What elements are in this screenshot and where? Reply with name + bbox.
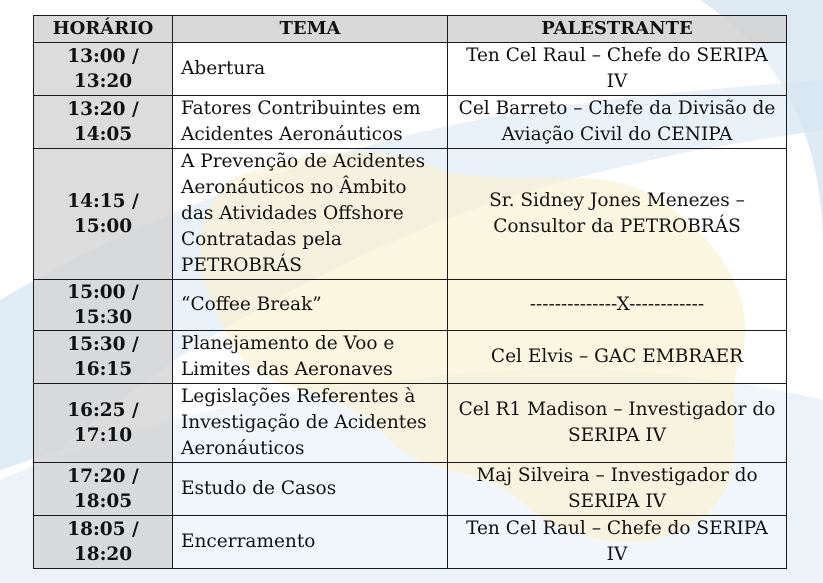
speaker-line: Consultor da PETROBRÁS [493, 216, 741, 237]
time-start: 16:25 / [67, 400, 139, 421]
topic-cell [173, 516, 448, 569]
speaker-line: Maj Silveira – Investigador do [476, 465, 758, 486]
table-row [34, 516, 787, 569]
time-start: 13:00 / [67, 46, 139, 67]
topic-cell [173, 149, 448, 280]
topic-cell [173, 280, 448, 331]
topic-line: Estudo de Casos [181, 478, 337, 499]
table-row [34, 463, 787, 516]
time-end: 16:15 [73, 359, 133, 380]
speaker-line: Sr. Sidney Jones Menezes – [489, 190, 745, 211]
table-row [34, 149, 787, 280]
speaker-cell [448, 280, 787, 331]
time-cell [34, 331, 173, 384]
topic-line: Investigação de Acidentes [181, 412, 427, 433]
topic-line: PETROBRÁS [181, 255, 302, 276]
time-end: 18:20 [73, 544, 133, 565]
speaker-cell [448, 463, 787, 516]
speaker-cell [448, 384, 787, 463]
time-end: 18:05 [73, 491, 133, 512]
speaker-cell [448, 149, 787, 280]
time-end: 14:05 [73, 124, 133, 145]
topic-cell [173, 384, 448, 463]
time-start: 18:05 / [67, 519, 139, 540]
table-row [34, 96, 787, 149]
table-row [34, 280, 787, 331]
topic-line: Legislações Referentes à [181, 386, 416, 407]
topic-cell [173, 463, 448, 516]
speaker-line: --------------X------------ [529, 294, 705, 315]
time-start: 15:30 / [67, 334, 139, 355]
time-cell [34, 149, 173, 280]
header-row [34, 16, 787, 43]
speaker-line: Ten Cel Raul – Chefe do SERIPA IV [466, 45, 768, 92]
header-topic: TEMA [173, 16, 448, 43]
header-speaker: PALESTRANTE [448, 16, 787, 43]
speaker-line: Cel R1 Madison – Investigador do [458, 399, 776, 420]
speaker-line: SERIPA IV [567, 425, 667, 446]
speaker-line: Cel Barreto – Chefe da Divisão de [458, 98, 776, 119]
time-cell [34, 96, 173, 149]
topic-line: Aeronáuticos [181, 438, 305, 459]
topic-line: Contratadas pela [181, 229, 342, 250]
topic-line: Planejamento de Voo e [181, 333, 395, 354]
topic-line: Encerramento [181, 531, 316, 552]
time-start: 17:20 / [67, 466, 139, 487]
topic-cell [173, 331, 448, 384]
time-end: 17:10 [73, 425, 133, 446]
time-cell [34, 43, 173, 96]
table-row [34, 384, 787, 463]
table-row [34, 331, 787, 384]
speaker-cell [448, 516, 787, 569]
time-start: 14:15 / [67, 191, 139, 212]
speaker-line: SERIPA IV [567, 491, 667, 512]
speaker-line: Aviação Civil do CENIPA [501, 124, 733, 145]
topic-line: Aeronáuticos no Âmbito [181, 177, 407, 198]
time-cell [34, 280, 173, 331]
time-start: 15:00 / [67, 282, 139, 303]
speaker-cell [448, 43, 787, 96]
topic-line: “Coffee Break” [181, 294, 322, 315]
topic-line: Acidentes Aeronáuticos [181, 124, 403, 145]
time-cell [34, 463, 173, 516]
schedule-table [33, 15, 787, 569]
speaker-cell [448, 96, 787, 149]
topic-line: Fatores Contribuintes em [181, 98, 421, 119]
speaker-cell [448, 331, 787, 384]
topic-line: Limites das Aeronaves [181, 359, 393, 380]
topic-cell [173, 43, 448, 96]
table-row [34, 43, 787, 96]
speaker-line: Cel Elvis – GAC EMBRAER [490, 346, 744, 367]
topic-line: das Atividades Offshore [181, 203, 404, 224]
time-end: 15:30 [73, 307, 133, 328]
topic-line: Abertura [181, 58, 266, 79]
time-start: 13:20 / [67, 99, 139, 120]
speaker-line: Ten Cel Raul – Chefe do SERIPA IV [466, 518, 768, 565]
time-end: 13:20 [73, 71, 133, 92]
time-cell [34, 384, 173, 463]
header-time: HORÁRIO [34, 16, 173, 43]
topic-cell [173, 96, 448, 149]
time-cell [34, 516, 173, 569]
topic-line: A Prevenção de Acidentes [181, 151, 426, 172]
time-end: 15:00 [73, 216, 133, 237]
